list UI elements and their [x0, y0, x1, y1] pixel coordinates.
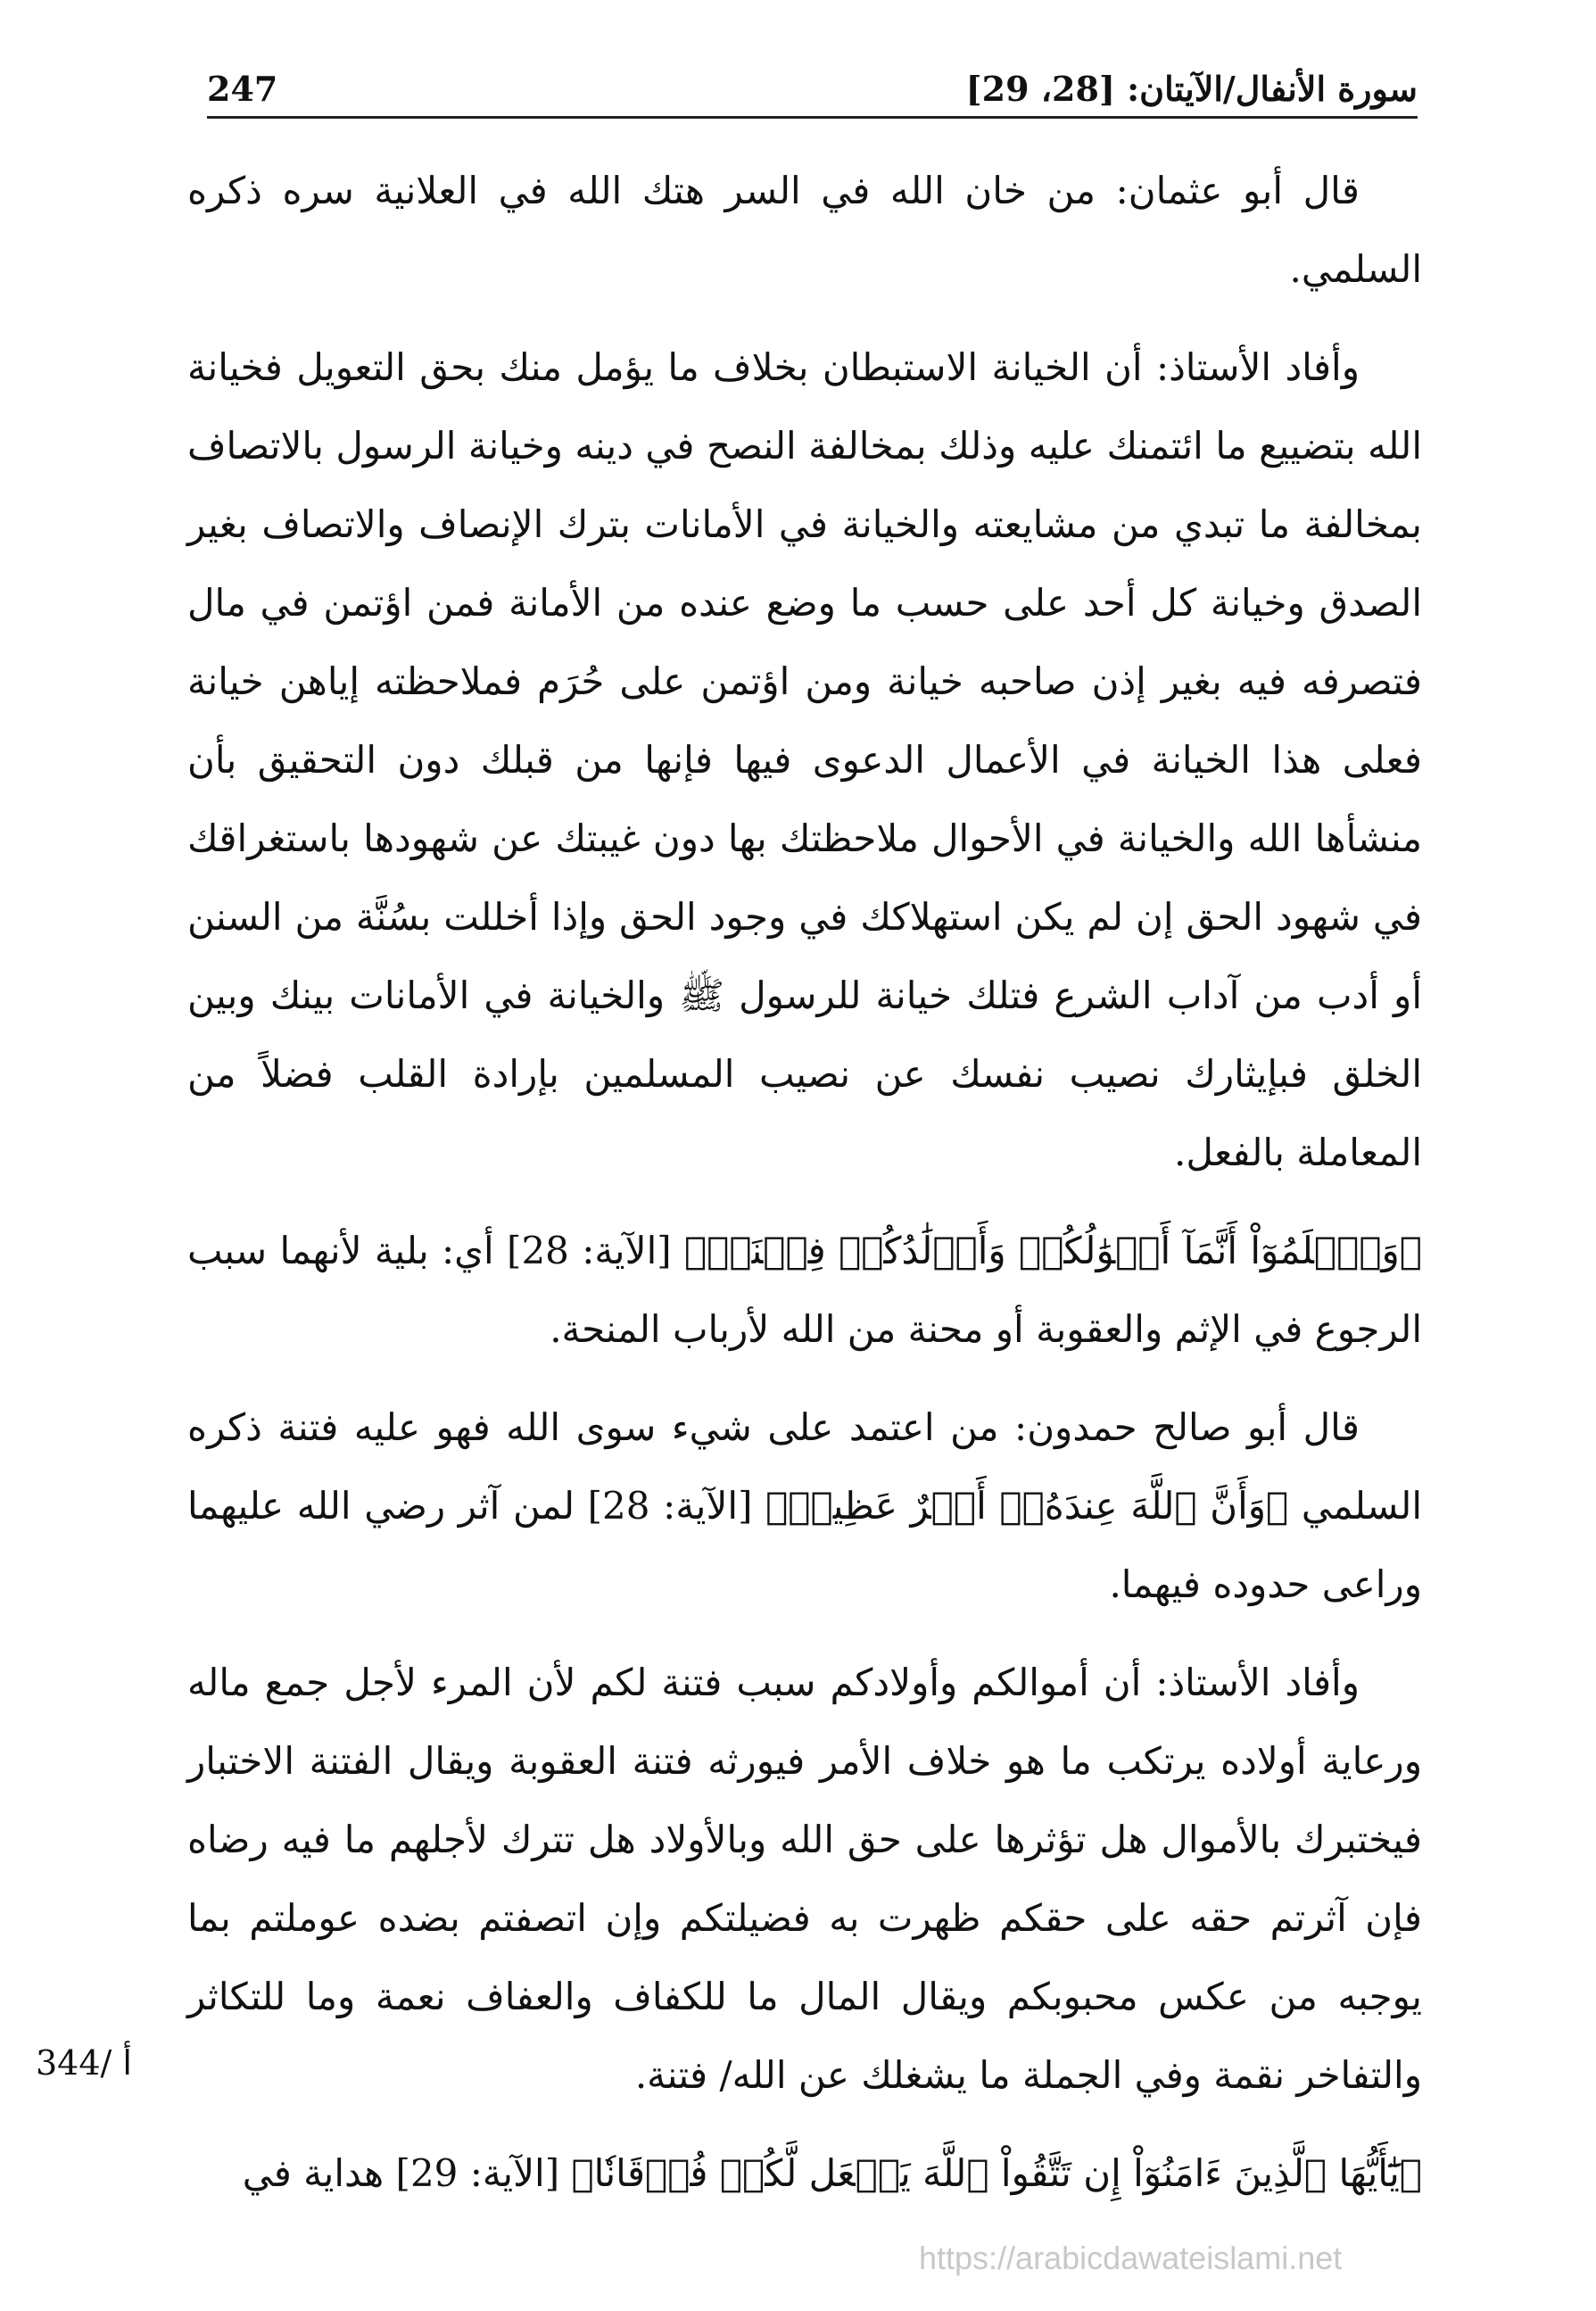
body-text: [187, 152, 1422, 2232]
page-header: [207, 52, 1418, 119]
manuscript-folio-note: 344/ أ: [36, 2043, 132, 2083]
running-title: سورة الأنفال/الآيتان: [28، 29]: [965, 69, 1418, 109]
source-watermark: https://arabicdawateislami.net: [919, 2240, 1343, 2276]
paragraph-abu-uthman: قال أبو عثمان: من خان الله في السر هتك الله في العلانية سره ذكره السلمي.: [187, 169, 1422, 291]
paragraph-ustadh-khiyana: وأفاد الأستاذ: أن الخيانة الاستبطان بخلاف ما يؤمل منك بحق التعويل فخيانة الله بتضييع ما ائتمنك عليه وذلك بمخالفة النصح في دينه وخيانة الرسول بالاتصاف بمخالفة ما تبدي من مشايعته والخيانة في الأمانات بترك الإنصاف والاتصاف بغير الصدق وخيانة كل أحد على حسب ما وضع عنده من الأمانة فمن اؤتمن في مال فتصرفه فيه بغير إذن صاحبه خيانة ومن اؤتمن على حُرَم فملاحظته إياهن خيانة فعلى هذا الخيانة في الأعمال الدعوى فيها فإنها من قبلك دون التحقيق بأن منشأها الله والخيانة في الأحوال ملاحظتك بها دون غيبتك عن شهودها باستغراقك في شهود الحق إن لم يكن استهلاكك في وجود الحق وإذا أخللت بسُنَّة من السنن أو أدب من آداب الشرع فتلك خيانة للرسول ﷺ والخيانة في الأمانات بينك وبين الخلق فبإيثارك نصيب نفسك عن نصيب المسلمين بإرادة القلب فضلاً من المعاملة بالفعل.: [187, 345, 1422, 1174]
paragraph-verse-28-fitna: ﴿وَٱعۡلَمُوٓاْ أَنَّمَآ أَمۡوَٰلُكُمۡ وَأَوۡلَٰدُكُمۡ فِتۡنَةٞ﴾ [الآية: 28] أي: بلية لأنهما سبب الرجوع في الإثم والعقوبة أو محنة من الله لأرباب المنحة.: [187, 1229, 1423, 1351]
paragraph-verse-29-furqan: ﴿يَٰٓأَيُّهَا ٱلَّذِينَ ءَامَنُوٓاْ إِن تَتَّقُواْ ٱللَّهَ يَجۡعَل لَّكُمۡ فُرۡقَانٗا﴾ [الآية: 29] هداية في: [242, 2151, 1422, 2195]
page-number: 247: [207, 69, 278, 109]
paragraph-abu-salih-hamdun: قال أبو صالح حمدون: من اعتمد على شيء سوى الله فهو عليه فتنة ذكره السلمي ﴿وَأَنَّ ٱللَّهَ عِندَهُۥٓ أَجۡرٌ عَظِيمٞ﴾ [الآية: 28] لمن آثر رضي الله عليهما وراعى حدوده فيهما.: [187, 1405, 1422, 1606]
paragraph-ustadh-amwal: وأفاد الأستاذ: أن أموالكم وأولادكم سبب فتنة لكم لأن المرء لأجل جمع ماله ورعاية أولاده يرتكب ما هو خلاف الأمر فيورثه فتنة العقوبة ويقال الفتنة الاختبار فيختبرك بالأموال هل تؤثرها على حق الله وبالأولاد هل تترك لأجلهم ما فيه رضاه فإن آثرتم حقه على حقكم ظهرت به فضيلتكم وإن اتصفتم بضده عوملتم بما يوجبه من عكس محبوبكم ويقال المال ما للكفاف والعفاف نعمة وما للتكاثر والتفاخر نقمة وفي الجملة ما يشغلك عن الله/ فتنة.: [187, 1661, 1422, 2097]
